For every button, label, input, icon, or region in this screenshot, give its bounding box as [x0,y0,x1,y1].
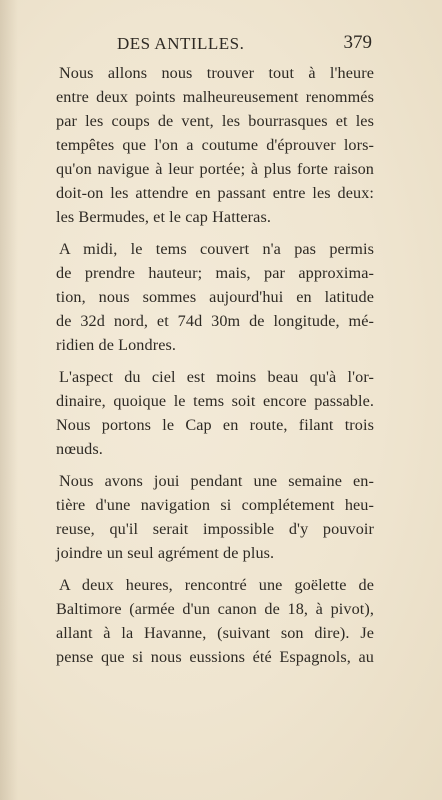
text-line: tion, nous sommes aujourd'hui en latitude [56,288,374,306]
text-line: nœuds. [56,440,103,458]
text-line: tempêtes que l'on a coutume d'éprouver lors- [56,136,374,154]
body-text [56,61,374,669]
text-line: dinaire, quoique le tems soit encore passable. [56,392,374,410]
text-line: de prendre hauteur; mais, par approxima- [56,264,374,282]
text-line: Baltimore (armée d'un canon de 18, à pivot), [56,600,374,618]
running-title: DES ANTILLES. [117,34,245,53]
text-line: par les coups de vent, les bourrasques et les [56,112,374,130]
paragraph [56,61,374,229]
page-header [56,32,372,60]
text-line: A deux heures, rencontré une goëlette de [59,576,374,594]
text-line: A midi, le tems couvert n'a pas permis [59,240,374,258]
paragraph [56,237,374,357]
text-line: joindre un seul agrément de plus. [56,544,275,562]
paragraph [56,469,374,565]
text-line: reuse, qu'il serait impossible d'y pouvoir [56,520,374,538]
gutter-shadow [0,0,18,800]
text-line: pense que si nous eussions été Espagnols, au [56,648,374,666]
text-line: de 32d nord, et 74d 30m de longitude, mé- [56,312,374,330]
text-line: entre deux points malheureusement renommés [56,88,374,106]
text-line: tière d'une navigation si complétement heu- [56,496,374,514]
text-line: Nous avons joui pendant une semaine en- [59,472,374,490]
page-number: 379 [343,32,372,53]
text-line: allant à la Havanne, (suivant son dire). Je [56,624,374,642]
text-line: qu'on navigue à leur portée; à plus forte raison [56,160,374,178]
paragraph [56,365,374,461]
text-line: les Bermudes, et le cap Hatteras. [56,208,272,226]
text-line: ridien de Londres. [56,336,177,354]
text-line: Nous portons le Cap en route, filant trois [56,416,374,434]
paragraph [56,573,374,669]
text-line: L'aspect du ciel est moins beau qu'à l'or- [59,368,374,386]
text-line: doit-on les attendre en passant entre les deux: [56,184,374,202]
text-line: Nous allons nous trouver tout à l'heure [59,64,374,82]
